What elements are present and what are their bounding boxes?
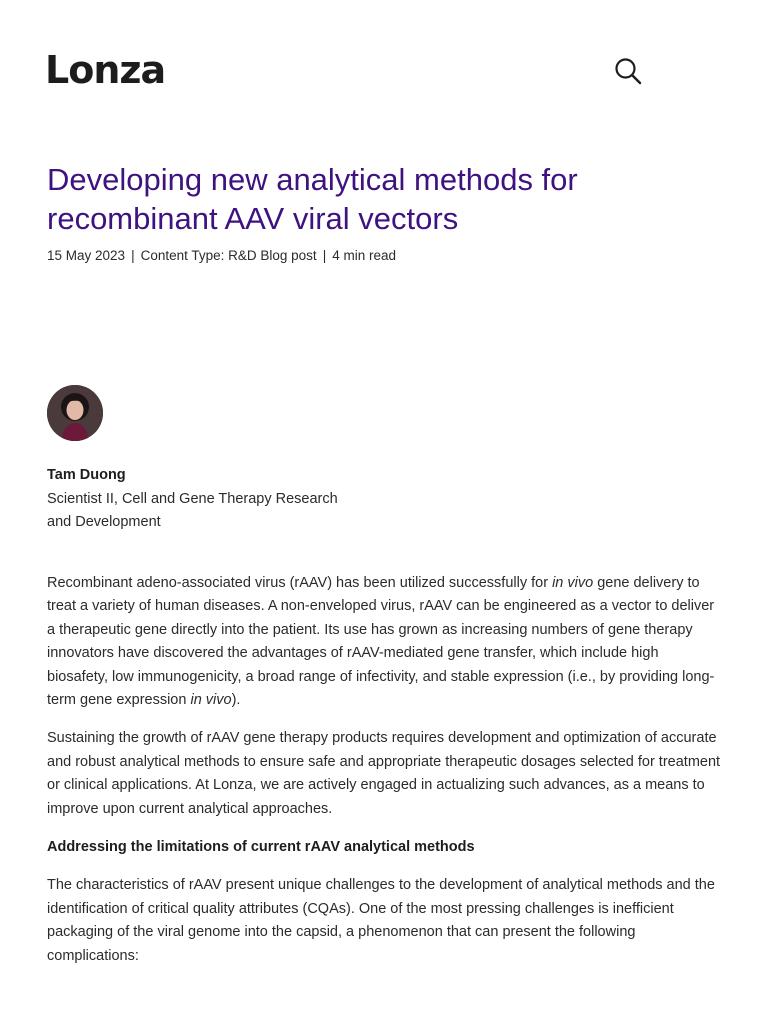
section-subheading: Addressing the limitations of current rAAV analytical methods [47,839,475,856]
search-icon [612,55,644,87]
content-type: Content Type: R&D Blog post [140,248,317,263]
meta-separator: | [322,248,327,263]
site-header [0,0,768,130]
paragraph: The characteristics of rAAV present unique challenges to the development of analytical methods and the identification of critical quality attributes (CQAs). One of the most pressing challenges is inefficient packaging of the viral genome into the capsid, a phenomenon that can present the following complications: [47,877,715,964]
text-run: Recombinant adeno-associated virus (rAAV) has been utilized successfully for [47,575,553,591]
search-button[interactable] [612,55,644,87]
publish-date: 15 May 2023 [47,248,126,263]
article-meta [47,246,396,266]
italic-text: in vivo [190,692,232,709]
paragraph [47,572,723,712]
text-run: gene delivery to treat a variety of human diseases. A non-enveloped virus, rAAV can be engineered as a vector to deliver a therapeutic gene directly into the patient. Its use has grown as increasing numbers of gene therapy innovators have discovered the advantages of rAAV-mediated gene transfer, which include high biosafety, low immunogenicity, a broad range of infectivity, and stable expression (i.e., by providing long-term gene expression [47,575,715,709]
paragraph: Sustaining the growth of rAAV gene therapy products requires development and optimization of accurate and robust analytical methods to ensure safe and appropriate therapeutic dosages selected for treatment or clinical applications. At Lonza, we are actively engaged in actualizing such advances, as a means to improve upon current analytical approaches. [47,730,721,817]
text-run: ). [231,692,241,709]
author-photo [47,385,103,441]
author-name: Tam Duong [47,467,126,483]
author-role: Scientist II, Cell and Gene Therapy Research and Development [47,491,338,530]
article-body [47,572,723,983]
italic-text: in vivo [552,575,594,591]
lonza-logo[interactable]: Lonza [45,48,166,92]
article-title: Developing new analytical methods for recombinant AAV viral vectors [47,162,578,236]
meta-separator: | [131,248,135,263]
author-avatar [47,385,103,441]
read-time: 4 min read [332,248,396,263]
